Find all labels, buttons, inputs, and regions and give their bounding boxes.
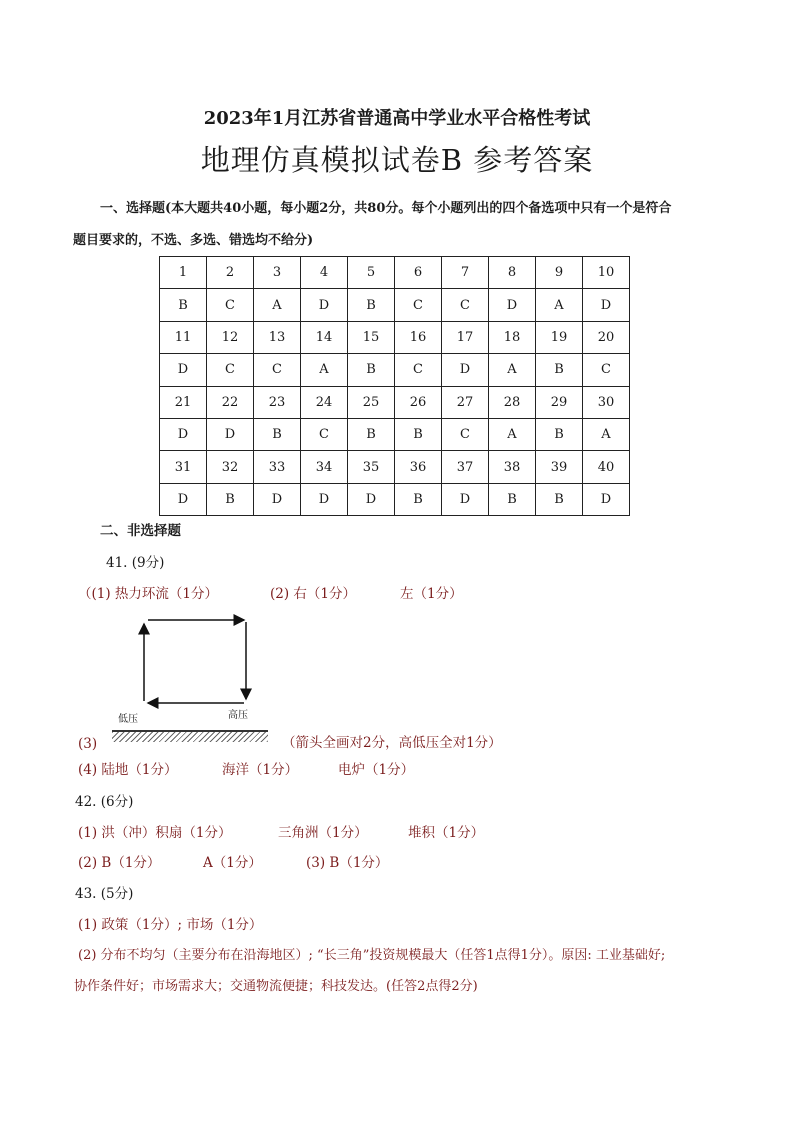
answer-cell: C bbox=[395, 354, 442, 386]
answer-cell: C bbox=[395, 289, 442, 321]
q42-answer-1b: 三角洲（1分） bbox=[278, 825, 368, 841]
answer-key-title: 地理仿真模拟试卷B 参考答案 bbox=[200, 143, 594, 177]
answer-cell: B bbox=[395, 418, 442, 450]
question-number-row bbox=[160, 321, 630, 353]
question-number-cell: 5 bbox=[348, 257, 395, 289]
answer-cell: C bbox=[301, 418, 348, 450]
answer-cell: B bbox=[536, 418, 583, 450]
question-number-row bbox=[160, 451, 630, 483]
question-number-cell: 13 bbox=[254, 321, 301, 353]
answer-cell: D bbox=[207, 418, 254, 450]
q43-answer-2: (2) 分布不均匀（主要分布在沿海地区）; “长三角”投资规模最大（任答1点得1分）。原因: 工业基础好; bbox=[78, 948, 666, 963]
exam-title: 2023年1月江苏省普通高中学业水平合格性考试 bbox=[203, 108, 591, 129]
answer-cell: C bbox=[583, 354, 630, 386]
answer-cell: A bbox=[489, 418, 536, 450]
question-number-cell: 29 bbox=[536, 386, 583, 418]
question-number-cell: 37 bbox=[442, 451, 489, 483]
question-number-cell: 32 bbox=[207, 451, 254, 483]
question-number-cell: 1 bbox=[160, 257, 207, 289]
q42-answer-3b: (3) B（1分） bbox=[306, 855, 389, 871]
question-number-cell: 24 bbox=[301, 386, 348, 418]
answer-cell: A bbox=[301, 354, 348, 386]
section2-heading: 二、非选择题 bbox=[100, 523, 181, 539]
q43-answer-1: (1) 政策（1分）; 市场（1分） bbox=[78, 917, 263, 933]
answer-cell: D bbox=[442, 354, 489, 386]
question-number-cell: 38 bbox=[489, 451, 536, 483]
question-number-cell: 23 bbox=[254, 386, 301, 418]
answer-cell: B bbox=[160, 289, 207, 321]
question-number-cell: 16 bbox=[395, 321, 442, 353]
answer-cell: B bbox=[348, 418, 395, 450]
q42-answer-2b: (2) B（1分） bbox=[78, 855, 161, 871]
q41-answer-3-num: (3) bbox=[78, 736, 98, 752]
question-number-cell: 11 bbox=[160, 321, 207, 353]
question-number-cell: 7 bbox=[442, 257, 489, 289]
thermal-circulation-diagram bbox=[110, 608, 270, 728]
question-number-cell: 39 bbox=[536, 451, 583, 483]
question-number-cell: 36 bbox=[395, 451, 442, 483]
answer-row bbox=[160, 483, 630, 515]
answer-cell: B bbox=[536, 354, 583, 386]
question-number-cell: 9 bbox=[536, 257, 583, 289]
answer-cell: D bbox=[442, 483, 489, 515]
answer-cell: A bbox=[489, 354, 536, 386]
q41-answer-2-left: 左（1分） bbox=[400, 586, 463, 602]
answer-cell: D bbox=[348, 483, 395, 515]
answer-cell: C bbox=[207, 289, 254, 321]
question-number-cell: 12 bbox=[207, 321, 254, 353]
q42-answer-1a: (1) 洪（冲）积扇（1分） bbox=[78, 825, 232, 841]
question-number-row bbox=[160, 257, 630, 289]
answer-row bbox=[160, 289, 630, 321]
question-number-cell: 10 bbox=[583, 257, 630, 289]
question-number-cell: 27 bbox=[442, 386, 489, 418]
section1-heading-line2: 题目要求的，不选、多选、错选均不给分) bbox=[73, 233, 314, 248]
answer-cell: D bbox=[160, 483, 207, 515]
question-number-cell: 33 bbox=[254, 451, 301, 483]
answer-cell: B bbox=[395, 483, 442, 515]
q41-answer-2-right: (2) 右（1分） bbox=[270, 586, 357, 602]
question-number-cell: 22 bbox=[207, 386, 254, 418]
answer-cell: B bbox=[254, 418, 301, 450]
question-number-row bbox=[160, 386, 630, 418]
question-number-cell: 31 bbox=[160, 451, 207, 483]
q41-label: 41. (9分) bbox=[106, 555, 165, 571]
answer-cell: D bbox=[583, 483, 630, 515]
question-number-cell: 6 bbox=[395, 257, 442, 289]
question-number-cell: 34 bbox=[301, 451, 348, 483]
question-number-cell: 3 bbox=[254, 257, 301, 289]
answer-cell: C bbox=[254, 354, 301, 386]
answer-row bbox=[160, 418, 630, 450]
high-pressure-label: 高压 bbox=[228, 710, 248, 721]
q42-answer-1c: 堆积（1分） bbox=[408, 825, 485, 841]
q43-answer-2-cont: 协作条件好；市场需求大；交通物流便捷；科技发达。(任答2点得2分) bbox=[74, 979, 478, 994]
answer-table bbox=[159, 256, 630, 516]
q41-answer-1: （(1) 热力环流（1分） bbox=[78, 586, 219, 602]
question-number-cell: 30 bbox=[583, 386, 630, 418]
answer-cell: D bbox=[301, 289, 348, 321]
question-number-cell: 14 bbox=[301, 321, 348, 353]
q41-answer-4-stove: 电炉（1分） bbox=[338, 762, 415, 778]
question-number-cell: 21 bbox=[160, 386, 207, 418]
answer-cell: D bbox=[301, 483, 348, 515]
answer-cell: B bbox=[489, 483, 536, 515]
question-number-cell: 19 bbox=[536, 321, 583, 353]
answer-cell: D bbox=[160, 418, 207, 450]
answer-cell: A bbox=[583, 418, 630, 450]
q41-answer-4-land: (4) 陆地（1分） bbox=[78, 762, 178, 778]
question-number-cell: 8 bbox=[489, 257, 536, 289]
answer-cell: C bbox=[442, 418, 489, 450]
q41-answer-4-ocean: 海洋（1分） bbox=[222, 762, 299, 778]
answer-cell: A bbox=[254, 289, 301, 321]
answer-cell: B bbox=[536, 483, 583, 515]
answer-cell: D bbox=[160, 354, 207, 386]
section1-heading-line1: 一、选择题(本大题共40小题，每小题2分，共80分。每个小题列出的四个备选项中只有一个是符合 bbox=[100, 201, 672, 216]
q42-label: 42. (6分) bbox=[75, 794, 134, 810]
low-pressure-label: 低压 bbox=[118, 714, 138, 725]
answer-cell: B bbox=[348, 354, 395, 386]
answer-cell: D bbox=[254, 483, 301, 515]
answer-cell: D bbox=[583, 289, 630, 321]
answer-cell: B bbox=[207, 483, 254, 515]
q42-answer-2a: A（1分） bbox=[203, 855, 262, 871]
q43-label: 43. (5分) bbox=[75, 886, 134, 902]
answer-cell: B bbox=[348, 289, 395, 321]
question-number-cell: 26 bbox=[395, 386, 442, 418]
answer-cell: A bbox=[536, 289, 583, 321]
question-number-cell: 17 bbox=[442, 321, 489, 353]
q41-answer-3-note: （箭头全画对2分，高低压全对1分） bbox=[282, 735, 502, 751]
answer-row bbox=[160, 354, 630, 386]
question-number-cell: 4 bbox=[301, 257, 348, 289]
question-number-cell: 25 bbox=[348, 386, 395, 418]
ground-hatch bbox=[112, 730, 268, 742]
question-number-cell: 15 bbox=[348, 321, 395, 353]
question-number-cell: 18 bbox=[489, 321, 536, 353]
question-number-cell: 28 bbox=[489, 386, 536, 418]
answer-cell: C bbox=[207, 354, 254, 386]
question-number-cell: 35 bbox=[348, 451, 395, 483]
answer-cell: C bbox=[442, 289, 489, 321]
answer-cell: D bbox=[489, 289, 536, 321]
question-number-cell: 40 bbox=[583, 451, 630, 483]
question-number-cell: 20 bbox=[583, 321, 630, 353]
question-number-cell: 2 bbox=[207, 257, 254, 289]
